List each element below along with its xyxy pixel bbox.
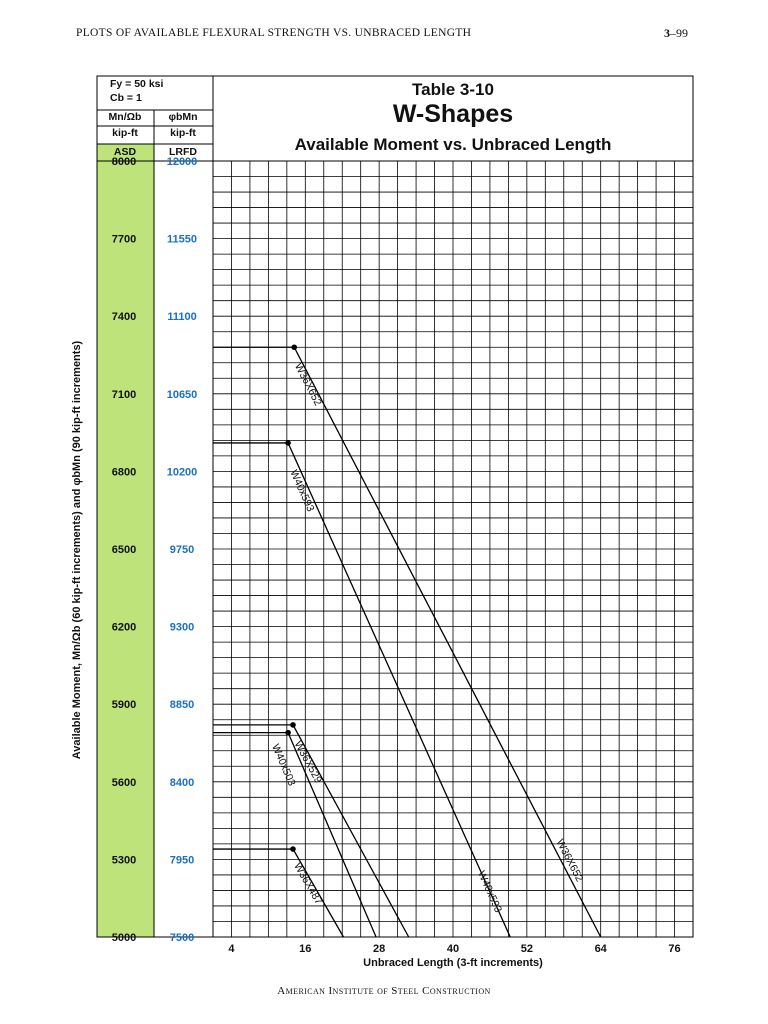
lrfd-tick-label: 11100 — [167, 311, 197, 324]
lrfd-tick-label: 8400 — [169, 776, 195, 789]
series-label: W40x593 — [287, 468, 317, 514]
asd-unit: kip-ft — [112, 127, 138, 139]
table-subtitle: Available Moment vs. Unbraced Length — [294, 135, 612, 154]
asd-head: Mn/Ωb — [108, 111, 142, 123]
lrfd-tick-label: 9300 — [169, 621, 195, 634]
asd-tick-label: 5000 — [111, 932, 137, 944]
lrfd-tick-label: 12000 — [166, 156, 198, 168]
x-tick-label: 16 — [299, 943, 312, 955]
asd-column-fill — [97, 144, 154, 937]
y-axis-label: Available Moment, Mn/Ωb (60 kip-ft increments) and φbMn (90 kip-ft increments) — [71, 340, 83, 760]
table-number: Table 3-10 — [412, 80, 494, 99]
series-point — [290, 722, 296, 728]
lrfd-tick-label: 8850 — [169, 699, 195, 712]
series-label: W40x503 — [269, 742, 298, 788]
chart-background — [97, 76, 693, 937]
asd-tick-label: 7400 — [111, 311, 137, 324]
series-label: W36X487 — [291, 860, 325, 907]
asd-tick-label: 5600 — [111, 776, 137, 789]
asd-tick-label: 7100 — [111, 388, 137, 401]
x-tick-label: 4 — [228, 943, 235, 955]
asd-label: ASD — [113, 146, 137, 158]
page-number-bold: 3 — [664, 26, 670, 40]
series-line — [213, 443, 510, 937]
running-head: PLOTS OF AVAILABLE FLEXURAL STRENGTH VS. UNBRACED LENGTH — [76, 27, 472, 39]
lrfd-column-fill — [154, 144, 213, 937]
series-point — [285, 730, 291, 736]
lrfd-tick-label: 10650 — [166, 388, 198, 401]
lrfd-tick-label: 7500 — [169, 932, 195, 944]
x-tick-label: 28 — [373, 943, 386, 955]
series-label: W36X652 — [553, 837, 586, 884]
series-point — [290, 846, 296, 852]
series-point — [285, 440, 291, 446]
lrfd-tick-label: 10200 — [166, 466, 198, 479]
chart-grid — [213, 161, 693, 937]
asd-tick-label: 5900 — [111, 699, 137, 712]
series-label: W40x593 — [475, 869, 505, 915]
chart-series — [213, 344, 601, 937]
x-tick-label: 40 — [446, 943, 460, 955]
lrfd-label: LRFD — [169, 146, 197, 158]
series-label: W36X529 — [291, 739, 325, 786]
x-axis-label: Unbraced Length (3-ft increments) — [363, 957, 543, 969]
x-tick-label: 76 — [668, 943, 681, 955]
x-tick-label: 64 — [594, 943, 607, 955]
series-label: W36X652 — [292, 361, 324, 408]
asd-tick-label: 5300 — [111, 854, 137, 867]
table-title: W-Shapes — [392, 100, 514, 128]
asd-tick-label: 8000 — [111, 156, 137, 168]
asd-tick-label: 6500 — [111, 544, 137, 556]
asd-tick-label: 6800 — [111, 466, 137, 479]
fy-label: Fy = 50 ksi — [110, 78, 164, 90]
x-tick-label: 52 — [520, 943, 533, 955]
asd-tick-label: 6200 — [111, 621, 137, 634]
page-number-rest: –99 — [670, 26, 688, 40]
cb-label: Cb = 1 — [110, 92, 142, 104]
lrfd-unit: kip-ft — [170, 127, 196, 139]
lrfd-head: φbMn — [168, 111, 198, 123]
asd-tick-label: 7700 — [111, 233, 137, 246]
lrfd-tick-label: 9750 — [169, 544, 195, 556]
table-header — [213, 76, 693, 161]
lrfd-tick-label: 11550 — [167, 233, 197, 246]
series-point — [291, 344, 297, 350]
page-footer: American Institute of Steel Construction — [277, 985, 491, 997]
lrfd-tick-label: 7950 — [169, 854, 195, 867]
